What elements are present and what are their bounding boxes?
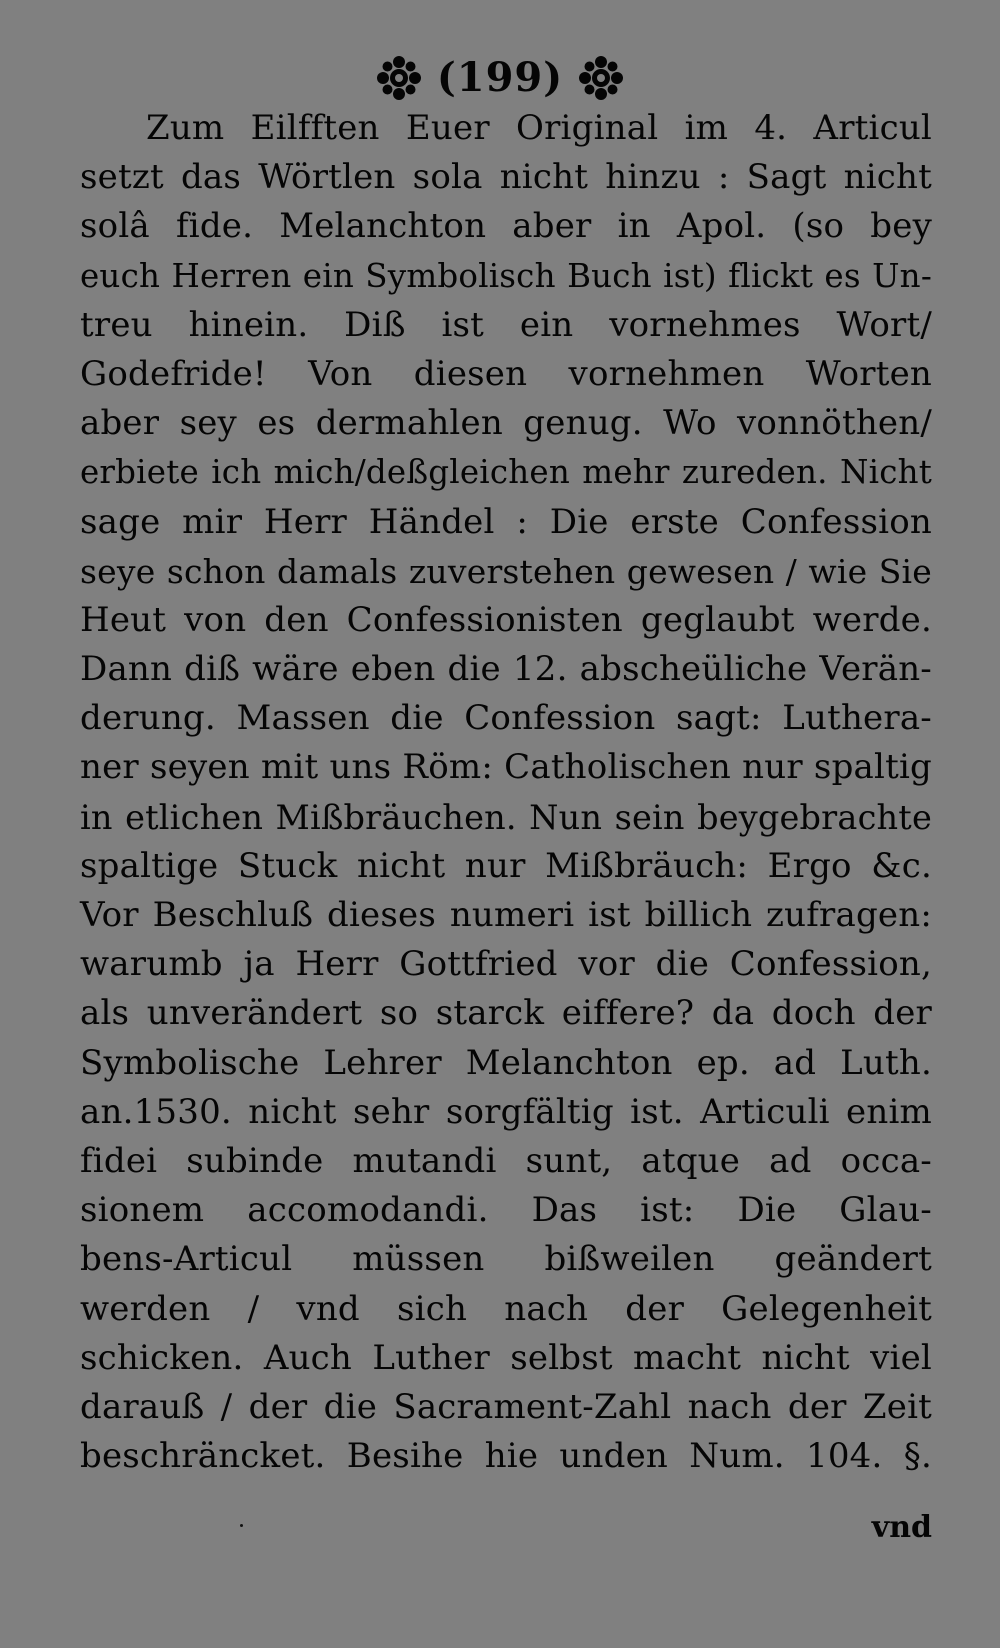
text-line: Symbolische Lehrer Melanchton ep. ad Luth. <box>80 1042 932 1083</box>
text-line: an.1530. nicht sehr sorgfältig ist. Articuli enim <box>80 1091 932 1132</box>
rosette-ornament-left-icon <box>375 54 423 102</box>
text-line: in etlichen Mißbräuchen. Nun sein beygebrachte <box>80 797 932 837</box>
text-line: derung. Massen die Confession sagt: Luthera- <box>80 698 932 739</box>
rosette-ornament-right-icon <box>577 54 625 102</box>
text-line: spaltige Stuck nicht nur Mißbräuch: Ergo &c. <box>80 845 932 886</box>
ink-speck <box>240 1524 243 1527</box>
text-line: treu hinein. Diß ist ein vornehmes Wort/ <box>80 304 932 345</box>
text-line: Zum Eilfften Euer Original im 4. Articul <box>146 108 932 148</box>
text-line: beschräncket. Besihe hie unden Num. 104. §. <box>80 1436 932 1477</box>
text-line: darauß / der die Sacrament-Zahl nach der Zeit <box>80 1386 932 1427</box>
page-header <box>0 48 1000 108</box>
text-line: Godefride! Von diesen vornehmen Worten <box>80 353 932 394</box>
text-line: bens-Articul müssen bißweilen geändert <box>80 1239 932 1280</box>
page-number: (199) <box>436 54 564 101</box>
text-line: sionem accomodandi. Das ist: Die Glau- <box>80 1190 932 1231</box>
body-text <box>80 104 932 1481</box>
text-line: sage mir Herr Händel : Die erste Confession <box>80 501 932 542</box>
text-line: werden / vnd sich nach der Gelegenheit <box>80 1288 932 1329</box>
text-line: schicken. Auch Luther selbst macht nicht viel <box>80 1337 932 1378</box>
text-line: ner seyen mit uns Röm: Catholischen nur spaltig <box>80 747 932 788</box>
text-line: setzt das Wörtlen sola nicht hinzu : Sagt nicht <box>80 157 932 198</box>
text-line: fidei subinde mutandi sunt, atque ad occa- <box>80 1140 932 1181</box>
text-line: solâ fide. Melanchton aber in Apol. (so bey <box>80 206 932 247</box>
text-line: euch Herren ein Symbolisch Buch ist) flickt es Un- <box>80 256 932 295</box>
text-line: Dann diß wäre eben die 12. abscheüliche Verän- <box>80 649 932 690</box>
text-line: seye schon damals zuverstehen gewesen / wie Sie <box>80 551 932 591</box>
text-line: Vor Beschluß dieses numeri ist billich zufragen: <box>80 895 932 935</box>
text-line: aber sey es dermahlen genug. Wo vonnöthen/ <box>80 403 932 444</box>
text-line: als unverändert so starck eiffere? da doch der <box>80 993 932 1034</box>
text-line: Heut von den Confessionisten geglaubt werde. <box>80 599 932 640</box>
text-line: erbiete ich mich/deßgleichen mehr zureden. Nicht <box>80 453 932 492</box>
catchword: vnd <box>871 1510 932 1545</box>
text-line: warumb ja Herr Gottfried vor die Confession, <box>80 944 932 985</box>
